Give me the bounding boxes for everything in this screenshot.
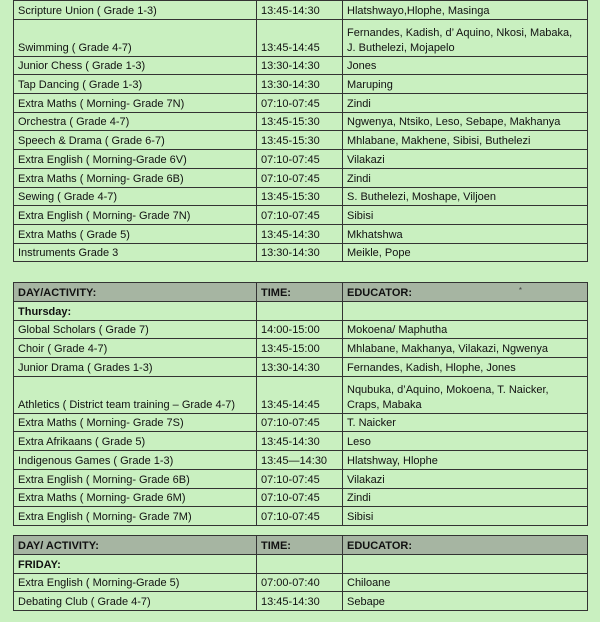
educator-cell: Ngwenya, Ntsiko, Leso, Sebape, Makhanya — [343, 112, 588, 131]
educator-cell: Mkhatshwa — [343, 224, 588, 243]
time-cell: 07:10-07:45 — [257, 488, 343, 507]
activity-cell: Extra English ( Morning-Grade 5) — [14, 573, 257, 592]
time-cell: 13:45-14:30 — [257, 1, 343, 20]
time-cell: 13:30-14:30 — [257, 358, 343, 377]
table-row — [14, 413, 588, 432]
time-cell: 13:30-14:30 — [257, 75, 343, 94]
activity-cell: Extra English ( Morning-Grade 6V) — [14, 150, 257, 169]
activity-cell: Debating Club ( Grade 4-7) — [14, 592, 257, 611]
table-row — [14, 488, 588, 507]
educator-cell: Fernandes, Kadish, d’ Aquino, Nkosi, Mabaka, J. Buthelezi, Mojapelo — [343, 19, 588, 56]
educator-cell: Mhlabane, Makhanya, Vilakazi, Ngwenya — [343, 339, 588, 358]
time-cell: 07:10-07:45 — [257, 507, 343, 526]
table-row — [14, 507, 588, 526]
activity-cell: Athletics ( District team training – Grade 4-7) — [14, 376, 257, 413]
activity-cell: Indigenous Games ( Grade 1-3) — [14, 451, 257, 470]
activities-table-thursday — [13, 282, 588, 526]
time-cell: 13:45—14:30 — [257, 451, 343, 470]
time-cell: 13:45-14:30 — [257, 224, 343, 243]
activity-cell: Extra Maths ( Grade 5) — [14, 224, 257, 243]
educator-cell: S. Buthelezi, Moshape, Viljoen — [343, 187, 588, 206]
day-label: Thursday: — [14, 302, 257, 321]
activity-cell: Junior Drama ( Grades 1-3) — [14, 358, 257, 377]
empty-cell — [257, 555, 343, 574]
table-header-row — [14, 536, 588, 555]
table-row — [14, 358, 588, 377]
table-row — [14, 243, 588, 262]
table-row — [14, 376, 588, 413]
activity-cell: Choir ( Grade 4-7) — [14, 339, 257, 358]
header-time: TIME: — [257, 283, 343, 302]
activity-cell: Extra English ( Morning- Grade 6B) — [14, 469, 257, 488]
time-cell: 13:45-15:00 — [257, 339, 343, 358]
educator-cell: Hlatshwayo,Hlophe, Masinga — [343, 1, 588, 20]
time-cell: 07:10-07:45 — [257, 413, 343, 432]
educator-cell: Chiloane — [343, 573, 588, 592]
educator-cell: Sebape — [343, 592, 588, 611]
time-cell: 07:10-07:45 — [257, 94, 343, 113]
empty-cell — [343, 555, 588, 574]
header-educator: EDUCATOR: — [343, 536, 588, 555]
activity-cell: Extra Maths ( Morning- Grade 7N) — [14, 94, 257, 113]
table-row — [14, 150, 588, 169]
time-cell: 13:45-14:30 — [257, 592, 343, 611]
activity-cell: Extra Maths ( Morning- Grade 7S) — [14, 413, 257, 432]
activity-cell: Extra English ( Morning- Grade 7N) — [14, 206, 257, 225]
time-cell: 07:10-07:45 — [257, 206, 343, 225]
educator-cell: Mhlabane, Makhene, Sibisi, Buthelezi — [343, 131, 588, 150]
day-label: FRIDAY: — [14, 555, 257, 574]
time-cell: 13:45-15:30 — [257, 112, 343, 131]
table-row — [14, 451, 588, 470]
table-row — [14, 19, 588, 56]
activity-cell: Swimming ( Grade 4-7) — [14, 19, 257, 56]
header-activity: DAY/ACTIVITY: — [14, 283, 257, 302]
time-cell: 13:30-14:30 — [257, 243, 343, 262]
stray-mark: * — [518, 286, 522, 295]
activity-cell: Speech & Drama ( Grade 6-7) — [14, 131, 257, 150]
educator-cell: Zindi — [343, 94, 588, 113]
educator-cell: Leso — [343, 432, 588, 451]
educator-cell: Vilakazi — [343, 150, 588, 169]
table-row — [14, 469, 588, 488]
educator-cell: Zindi — [343, 168, 588, 187]
time-cell: 14:00-15:00 — [257, 320, 343, 339]
educator-cell: Fernandes, Kadish, Hlophe, Jones — [343, 358, 588, 377]
activities-table-1 — [13, 0, 588, 262]
time-cell: 13:45-15:30 — [257, 187, 343, 206]
activity-cell: Extra English ( Morning- Grade 7M) — [14, 507, 257, 526]
table-row — [14, 75, 588, 94]
activity-cell: Extra Afrikaans ( Grade 5) — [14, 432, 257, 451]
activity-cell: Tap Dancing ( Grade 1-3) — [14, 75, 257, 94]
table-header-row — [14, 283, 588, 302]
time-cell: 13:45-14:30 — [257, 432, 343, 451]
educator-cell: Mokoena/ Maphutha — [343, 320, 588, 339]
table-row — [14, 56, 588, 75]
table-row — [14, 592, 588, 611]
activity-cell: Global Scholars ( Grade 7) — [14, 320, 257, 339]
header-activity: DAY/ ACTIVITY: — [14, 536, 257, 555]
time-cell: 07:10-07:45 — [257, 469, 343, 488]
table-row — [14, 339, 588, 358]
empty-cell — [257, 302, 343, 321]
time-cell: 07:00-07:40 — [257, 573, 343, 592]
table-row — [14, 206, 588, 225]
empty-cell — [343, 302, 588, 321]
educator-cell: Nqubuka, d’Aquino, Mokoena, T. Naicker, Craps, Mabaka — [343, 376, 588, 413]
activity-cell: Sewing ( Grade 4-7) — [14, 187, 257, 206]
educator-cell: Sibisi — [343, 507, 588, 526]
activity-cell: Extra Maths ( Morning- Grade 6M) — [14, 488, 257, 507]
educator-cell: Meikle, Pope — [343, 243, 588, 262]
time-cell: 13:30-14:30 — [257, 56, 343, 75]
header-time: TIME: — [257, 536, 343, 555]
table-row — [14, 187, 588, 206]
activity-cell: Scripture Union ( Grade 1-3) — [14, 1, 257, 20]
educator-cell: Zindi — [343, 488, 588, 507]
day-row — [14, 302, 588, 321]
activities-table-friday — [13, 535, 588, 611]
table-row — [14, 168, 588, 187]
day-row — [14, 555, 588, 574]
educator-cell: Hlatshway, Hlophe — [343, 451, 588, 470]
time-cell: 07:10-07:45 — [257, 168, 343, 187]
time-cell: 13:45-14:45 — [257, 19, 343, 56]
table-row — [14, 131, 588, 150]
educator-cell: T. Naicker — [343, 413, 588, 432]
table-row — [14, 573, 588, 592]
time-cell: 07:10-07:45 — [257, 150, 343, 169]
table-row — [14, 112, 588, 131]
table-row — [14, 224, 588, 243]
educator-cell: Maruping — [343, 75, 588, 94]
table-row — [14, 432, 588, 451]
activity-cell: Extra Maths ( Morning- Grade 6B) — [14, 168, 257, 187]
table-row — [14, 320, 588, 339]
activity-cell: Orchestra ( Grade 4-7) — [14, 112, 257, 131]
time-cell: 13:45-14:45 — [257, 376, 343, 413]
educator-cell: Vilakazi — [343, 469, 588, 488]
table-row — [14, 94, 588, 113]
table-row — [14, 1, 588, 20]
educator-cell: Jones — [343, 56, 588, 75]
time-cell: 13:45-15:30 — [257, 131, 343, 150]
educator-cell: Sibisi — [343, 206, 588, 225]
activity-cell: Junior Chess ( Grade 1-3) — [14, 56, 257, 75]
header-educator: EDUCATOR: — [343, 283, 588, 302]
activity-cell: Instruments Grade 3 — [14, 243, 257, 262]
